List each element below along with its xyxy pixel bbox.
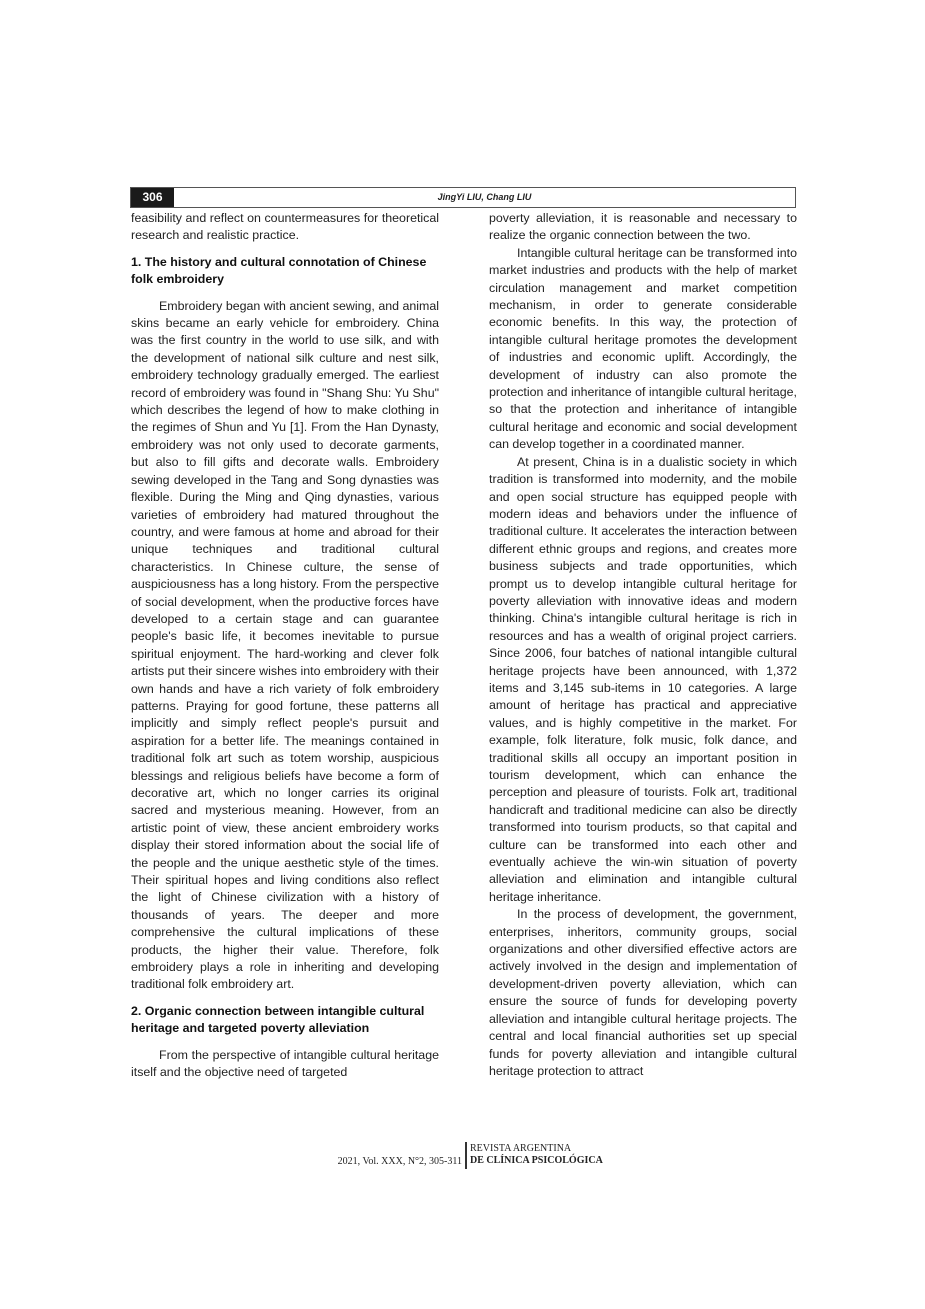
- paragraph: At present, China is in a dualistic society in which tradition is transformed into modernity, and the mobile and open social structure has equipped people with modern ideas and behaviors under the influence of traditional culture. It accelerates the interaction between different ethnic groups and regions, and creates more business subjects and trade opportunities, which prompt us to develop intangible cultural heritage for poverty alleviation with innovative ideas and modern thinking. China's intangible cultural heritage is rich in resources and has a wealth of original project carriers. Since 2006, four batches of national intangible cultural heritage projects have been announced, with 1,372 items and 3,145 sub-items in 10 categories. A large amount of heritage has practical and appreciative values, and is highly competitive in the market. For example, folk literature, folk music, folk dance, and traditional skills all occupy an important position in tourism development, which can enhance the perception and pleasure of tourists. Folk art, traditional handicraft and traditional medicine can also be directly transformed into tourism products, so that capital and culture can be transformed into each other and eventually achieve the win-win situation of poverty alleviation and elimination and intangible cultural heritage inheritance.: [489, 454, 797, 904]
- paragraph: From the perspective of intangible cultural heritage itself and the objective need of targeted: [131, 1047, 439, 1080]
- journal-name-line2: DE CLÍNICA PSICOLÓGICA: [470, 1155, 603, 1166]
- journal-name-line1: REVISTA ARGENTINA: [470, 1143, 572, 1154]
- footer-citation: 2021, Vol. XXX, N°2, 305-311: [337, 1156, 462, 1167]
- paragraph: Intangible cultural heritage can be transformed into market industries and products with the help of market circulation management and market competition mechanism, in order to generate considerable economic benefits. In this way, the protection of intangible cultural heritage promotes the development of industries and economic uplift. Accordingly, the development of industry can also promote the protection and inheritance of intangible cultural heritage, so that the protection and inheritance of intangible cultural heritage and economic and social development can develop together in a coordinated manner.: [489, 245, 797, 452]
- right-column: [489, 210, 797, 1080]
- running-title: JingYi LIU, Chang LIU: [437, 192, 532, 202]
- section-heading-2: 2. Organic connection between intangible cultural heritage and targeted poverty alleviation: [131, 1003, 425, 1036]
- journal-name: [470, 1143, 603, 1167]
- running-header: [130, 187, 796, 208]
- paragraph: Embroidery began with ancient sewing, and animal skins became an early vehicle for embroidery. China was the first country in the world to use silk, and with the development of national silk culture and nest silk, embroidery technology gradually emerged. The earliest record of embroidery was found in "Shang Shu: Yu Shu" which describes the legend of how to make clothing in the regimes of Shun and Yu [1]. From the Han Dynasty, embroidery was not only used to decorate garments, but also to fill gifts and decorate walls. Embroidery sewing developed in the Tang and Song dynasties was flexible. During the Ming and Qing dynasties, various varieties of embroidery had matured throughout the country, and were famous at home and abroad for their unique techniques and traditional cultural characteristics. In Chinese culture, the sense of auspiciousness has a long history. From the perspective of social development, when the productive forces have developed to a certain stage and can guarantee people's basic life, it becomes inevitable to pursue spiritual enjoyment. The hard-working and clever folk artists put their sincere wishes into embroidery with their own hands and have a rich variety of folk embroidery patterns. Praying for good fortune, these patterns all implicitly and simply reflect people's pursuit and aspiration for a better life. The meanings contained in traditional folk art such as totem worship, auspicious blessings and religious beliefs have become a form of decorative art, which no longer carries its original sacred and mysterious meaning. However, from an artistic point of view, these ancient embroidery works display their stored information about the social life of the people and the unique aesthetic style of the times. Their spiritual hopes and living conditions also reflect the light of Chinese civilization with a history of thousands of years. The deeper and more comprehensive the cultural implications of these products, the higher their value. Therefore, folk embroidery plays a role in inheriting and developing traditional folk embroidery art.: [131, 298, 439, 992]
- paragraph-continued: poverty alleviation, it is reasonable and necessary to realize the organic connection between the two.: [489, 211, 797, 243]
- paragraph: In the process of development, the government, enterprises, inheritors, community groups, social organizations and other diversified effective actors are actively involved in the design and implementation of development-driven poverty alleviation, which can ensure the source of funds for developing poverty alleviation and intangible cultural heritage projects. The central and local financial authorities set up special funds for poverty alleviation and intangible cultural heritage protection to attract: [489, 907, 797, 1078]
- paragraph-continued: feasibility and reflect on countermeasures for theoretical research and realistic practice.: [131, 211, 439, 243]
- page-number: 306: [131, 188, 174, 207]
- section-heading-1: 1. The history and cultural connotation of Chinese folk embroidery: [131, 254, 427, 287]
- left-column: [131, 210, 439, 1082]
- page-footer: [0, 1141, 925, 1171]
- footer-divider: [465, 1142, 467, 1169]
